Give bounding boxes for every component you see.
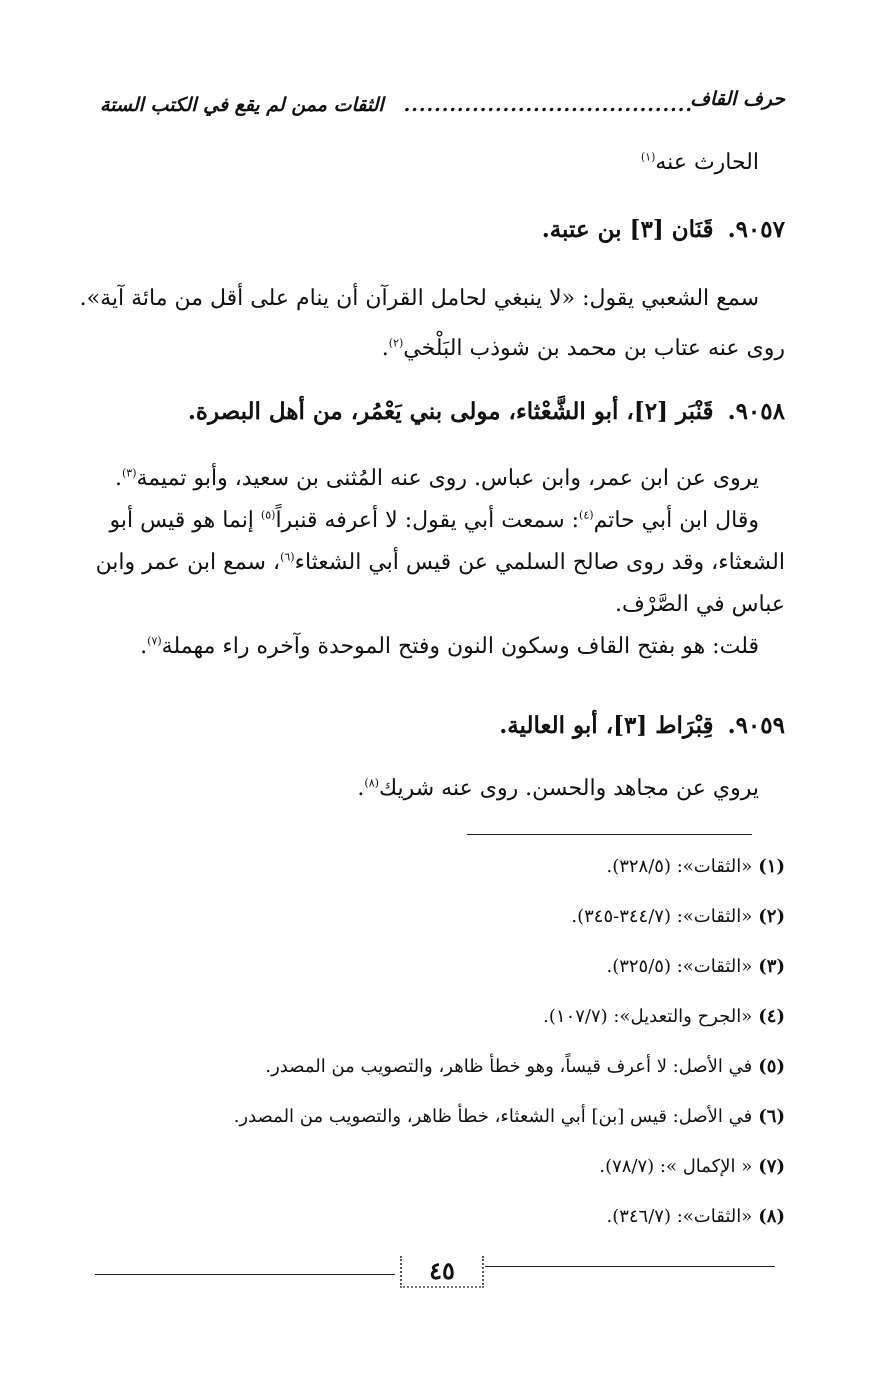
text-line: يروى عن ابن عمر، وابن عباس. روى عنه المُثنى بن سعيد، وأبو تميمة$^{(٣)}$. — [114, 466, 759, 491]
header-leader-dots: ...................................... — [403, 94, 693, 116]
entry-title: قَنَان [٣] بن عتبة. — [541, 216, 714, 243]
footnote-item: (٧)« الإكمال »: (٧٨/٧). — [599, 1156, 785, 1177]
running-header — [100, 88, 785, 132]
footnote-ref: (٣) — [121, 466, 137, 480]
footnote-item: (٢)«الثقات»: (٣٤٤/٧-٣٤٥). — [571, 906, 785, 927]
intro-paragraph — [100, 144, 785, 182]
footnote-item: (١)«الثقات»: (٣٢٨/٥). — [606, 856, 785, 877]
entry-heading — [100, 712, 785, 739]
page-footer — [95, 1256, 775, 1296]
footer-rule-left — [95, 1274, 395, 1275]
footnote-item: (٨)«الثقات»: (٣٤٦/٧). — [606, 1206, 785, 1227]
entry-title: قَنْبَر [٢]، أبو الشَّعْثاء، مولى بني يَعْمُر، من أهل البصرة. — [187, 398, 714, 425]
footnote-item: (٣)«الثقات»: (٣٢٥/٥). — [606, 956, 785, 977]
footnote-ref: (١) — [640, 150, 656, 164]
footnote-ref: (٢) — [388, 336, 404, 350]
book-title: الثقات ممن لم يقع في الكتب الستة — [100, 94, 384, 116]
entry-heading — [100, 216, 785, 243]
entry-body — [100, 770, 785, 808]
text-line: سمع الشعبي يقول: «لا ينبغي لحامل القرآن أن ينام على أقل من مائة آية». — [79, 286, 759, 311]
footnote-ref: (٨) — [364, 776, 379, 790]
page-number: ٤٥ — [400, 1256, 484, 1288]
footnote-ref: (٤) — [579, 508, 594, 522]
entry-heading — [100, 398, 785, 425]
chapter-title: حرف القاف — [690, 88, 785, 110]
footnote-item: (٦)في الأصل: قيس [بن] أبي الشعثاء، خطأ ظاهر، والتصويب من المصدر. — [233, 1106, 785, 1127]
text-line: قلت: هو بفتح القاف وسكون النون وفتح الموحدة وآخره راء مهملة$^{(٧)}$. — [140, 634, 759, 659]
entry-body — [95, 460, 785, 666]
entry-number: ٩٠٥٩. — [727, 712, 785, 739]
footnote-ref: (٥) — [260, 508, 276, 522]
footnote-ref: (٦) — [280, 550, 295, 564]
entry-number: ٩٠٥٨. — [727, 398, 785, 425]
footnote-ref: (٧) — [147, 634, 162, 648]
text-line: وقال ابن أبي حاتم$^{(٤)}$: سمعت أبي يقول: لا أعرفه قنبراً$^{(٥)}$ إنما هو قيس أبو — [109, 508, 759, 533]
footnote-item: (٤)«الجرح والتعديل»: (١٠٧/٧). — [543, 1006, 785, 1027]
text-line: روى عنه عتاب بن محمد بن شوذب البَلْخي$^{(٢)}$. — [381, 336, 785, 361]
footnotes — [100, 852, 785, 1252]
footnote-item: (٥)في الأصل: لا أعرف قيساً، وهو خطأ ظاهر، والتصويب من المصدر. — [265, 1056, 785, 1077]
entry-title: قِبْرَاط [٣]، أبو العالية. — [499, 712, 714, 739]
footnote-separator — [467, 834, 752, 835]
text-line: الشعثاء، وقد روى صالح السلمي عن قيس أبي الشعثاء$^{(٦)}$، سمع ابن عمر وابن — [95, 550, 785, 575]
footer-rule-right — [485, 1266, 775, 1267]
text-line: يروي عن مجاهد والحسن. روى عنه شريك$^{(٨)}$. — [357, 776, 759, 801]
text-line: الحارث عنه$^{(١)}$ — [640, 150, 759, 175]
text-line: عباس في الصَّرْف. — [615, 592, 785, 617]
entry-number: ٩٠٥٧. — [727, 216, 785, 243]
entry-body — [79, 280, 785, 368]
